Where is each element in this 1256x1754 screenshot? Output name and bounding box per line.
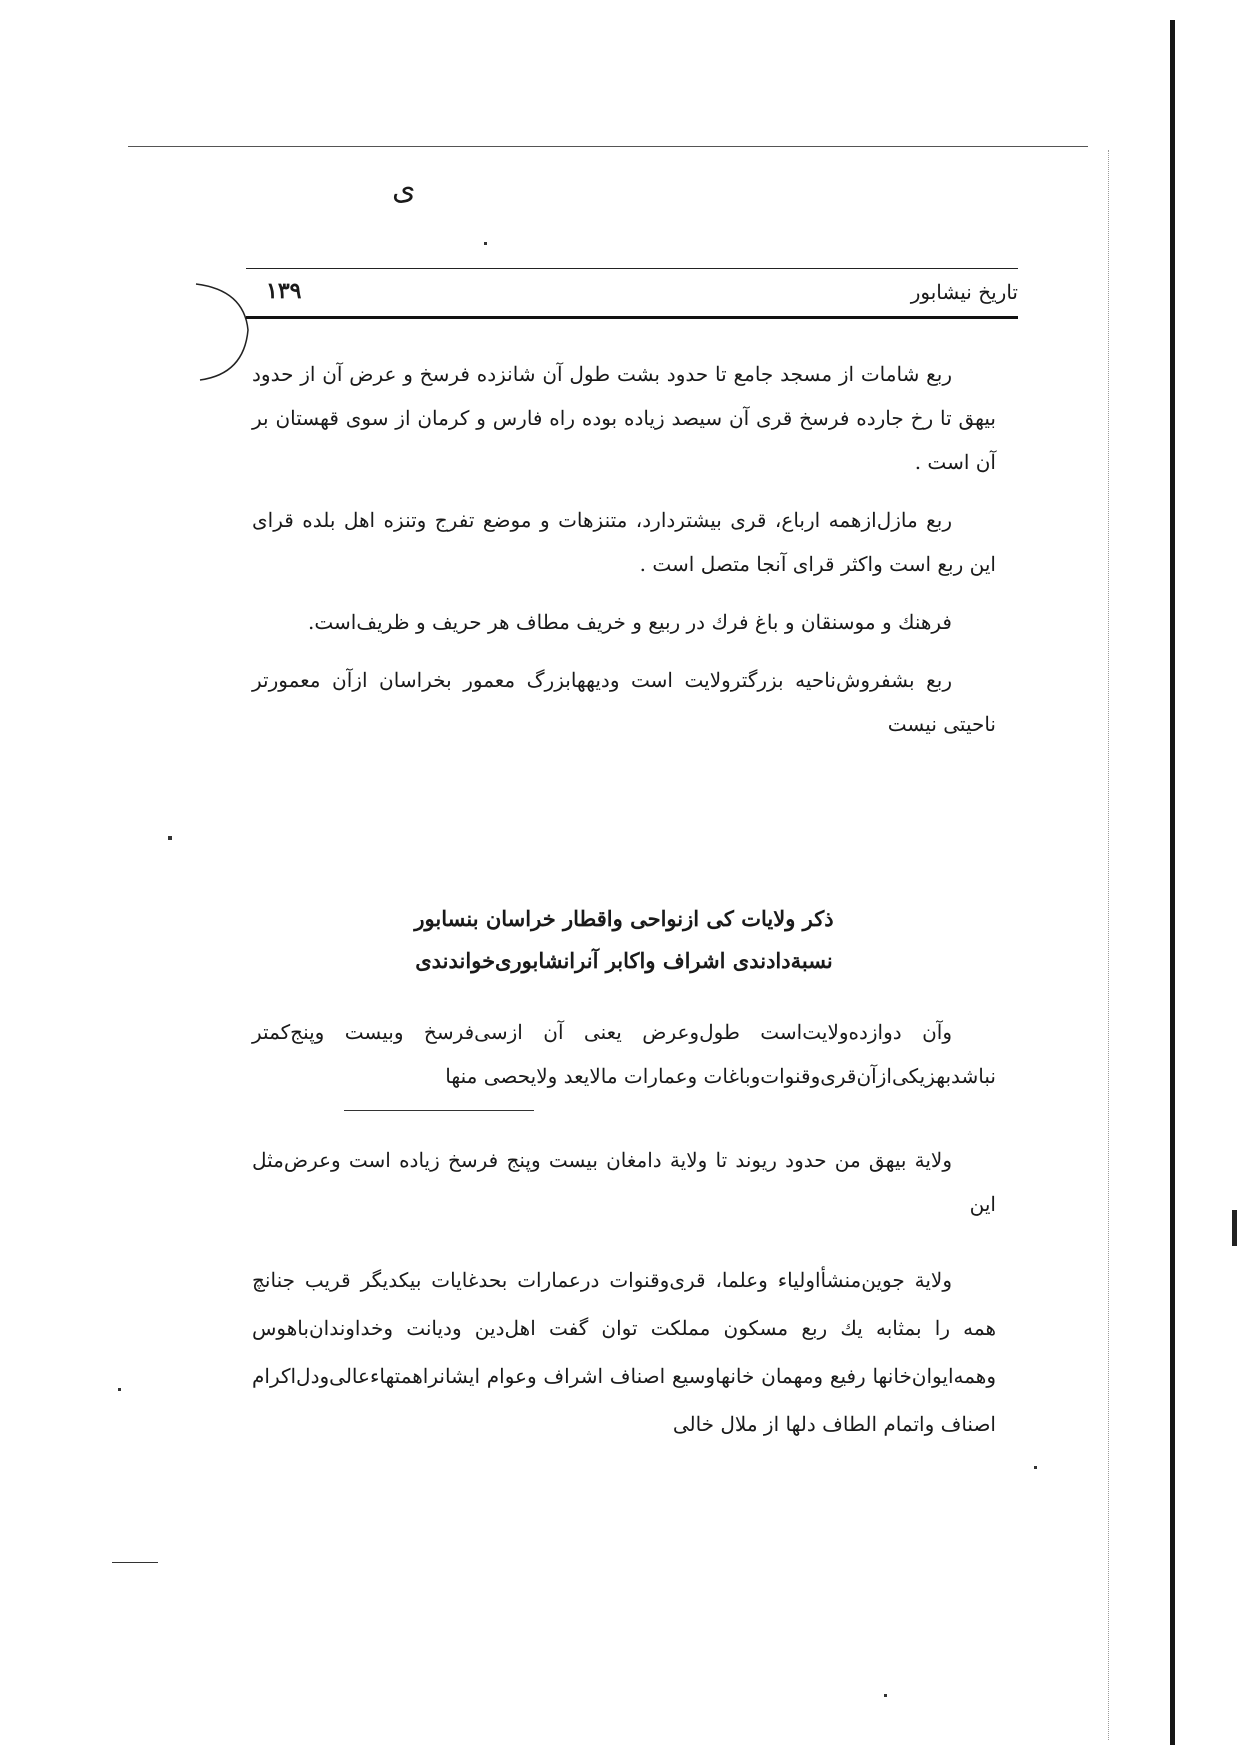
scan-speck: [1034, 1466, 1037, 1469]
book-binding-edge: [1170, 20, 1175, 1745]
paragraph: ربع بشفروش‌ناحیه بزرگترولایت است ودیههابزرگ معمور بخراسان ازآن معمورتر ناحیتی نیست: [252, 668, 996, 736]
margin-bracket-mark: [192, 282, 252, 382]
paragraph: ربع مازل‌ازهمه ارباع، قری بیشتردارد، متنزهات و موضع تفرج وتنزه اهل بلده قرای این ربع است واکثر قرای آنجا متصل است .: [252, 508, 996, 576]
right-margin-dotted-edge: [1108, 150, 1109, 1740]
header-rule-thin: [246, 268, 1018, 269]
body-text-lower: [252, 1010, 996, 1448]
paragraph: ولایة بیهق من حدود ریوند تا ولایة دامغان بیست وپنج فرسخ زیاده است وعرض‌مثل این: [252, 1148, 996, 1216]
top-scan-rule: [128, 146, 1088, 147]
handwritten-underline: [344, 1110, 534, 1111]
section-heading-line: ذکر ولایات کی ازنواحی واقطار خراسان بنسابور: [414, 906, 834, 931]
header-rule-thick: [246, 316, 1018, 319]
section-heading-line: نسبة‌دادندی اشراف واکابر آنرانشابوری‌خواندندی: [415, 948, 833, 973]
paragraph: ربع شامات از مسجد جامع تا حدود بشت طول آن شانزده فرسخ و عرض آن از حدود بیهق تا رخ جارده فرسخ قری آن سیصد زیاده بوده راه فارس و کرمان از سوی قهستان بر آن است .: [252, 362, 996, 474]
paragraph: ولایة جوین‌منشأاولیاء وعلما، قری‌وقنوات درعمارات بحدغایات بیکدیگر قریب جنانچ همه را بمثابه یك ربع مسکون مملکت توان گفت اهل‌دین ودیانت وخداوندان‌باهوس وهمه‌ایوان‌خانها رفیع ومهمان خانهاوسیع اصناف اشراف وعوام ایشانراهمتهاءعالی‌ودل‌اکرام اصناف واتمام الطاف دلها از ملال خالی: [252, 1268, 996, 1436]
scan-speck: [168, 836, 172, 840]
handwritten-corner-mark: ى: [392, 172, 416, 207]
body-text-upper: [252, 352, 996, 746]
running-header-title: تاریخ نیشابور: [910, 280, 1018, 304]
scan-speck: [118, 1388, 121, 1391]
scan-speck: [884, 1694, 887, 1697]
edge-scan-mark: [1232, 1210, 1237, 1246]
page-number: ۱۳۹: [266, 278, 302, 304]
running-header: [246, 268, 1018, 320]
paragraph: فرهنك و موسنقان و باغ فرك در ربیع و خریف مطاف هر حریف و ظریف‌است.: [308, 610, 952, 634]
paragraph: وآن دوازده‌ولایت‌است طول‌وعرض یعنی آن ازسی‌فرسخ وبیست وپنج‌کمتر نباشدبهزیکی‌ازآن‌قری‌وقنوات‌وباغات وعمارات مالایعد ولایحصی منها: [252, 1020, 996, 1088]
section-heading: [252, 898, 996, 982]
scan-speck: [484, 242, 487, 245]
scan-speck: [112, 1562, 158, 1563]
